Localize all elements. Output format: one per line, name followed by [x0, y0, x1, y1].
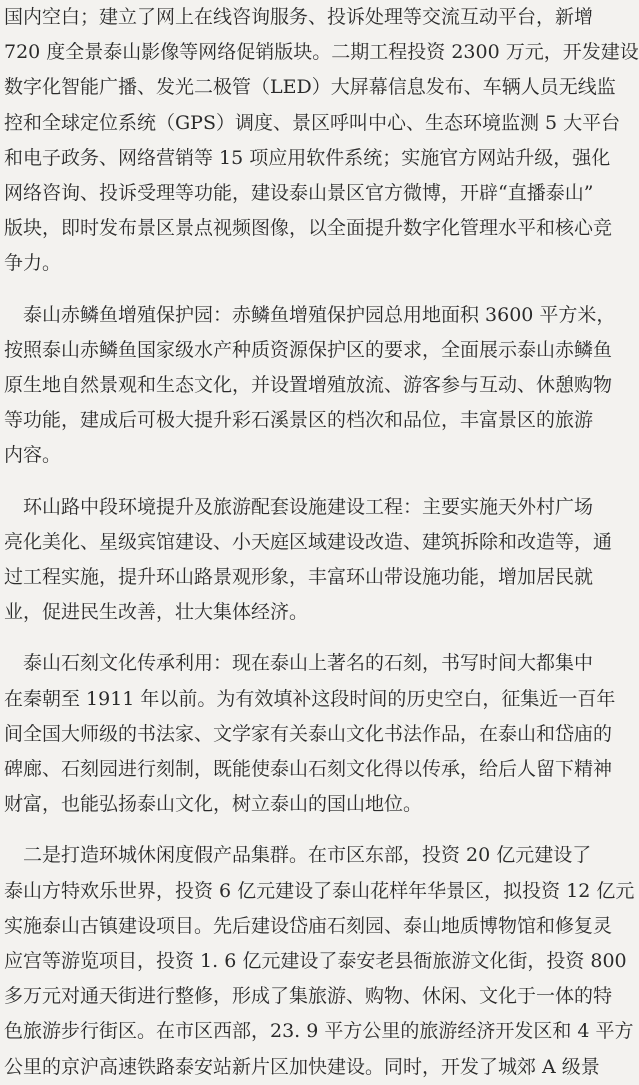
- text-line: 泰山石刻文化传承利用：现在泰山上著名的石刻，书写时间大都集中: [4, 652, 594, 675]
- text-line: 在秦朝至 1911 年以前。为有效填补这段时间的历史空白，征集近一百年: [4, 687, 616, 710]
- text-line: 实施泰山古镇建设项目。先后建设岱庙石刻园、泰山地质博物馆和修复灵: [4, 914, 613, 937]
- text-line: 亮化美化、星级宾馆建设、小天庭区域建设改造、建筑拆除和改造等，通: [4, 530, 613, 553]
- text-line: 过工程实施，提升环山路景观形象，丰富环山带设施功能，增加居民就: [4, 566, 594, 589]
- paragraph: [4, 646, 616, 822]
- text-line: 二是打造环城休闲度假产品集群。在市区东部，投资 20 亿元建设了: [4, 844, 592, 867]
- text-line: 等功能，建成后可极大提升彩石溪景区的档次和品位，丰富景区的旅游: [4, 409, 594, 432]
- text-line: 色旅游步行街区。在市区西部，23. 9 平方公里的旅游经济开发区和 4 平方: [4, 1020, 634, 1043]
- paragraph: [4, 0, 639, 282]
- text-line: 公里的京沪高速铁路泰安站新片区加快建设。同时，开发了城郊 A 级景: [4, 1055, 600, 1078]
- text-line: 数字化智能广播、发光二极管（LED）大屏幕信息发布、车辆人员无线监: [4, 76, 616, 99]
- text-line: 多万元对通天街进行整修，形成了集旅游、购物、休闲、文化于一体的特: [4, 985, 613, 1008]
- text-line: 财富，也能弘扬泰山文化，树立泰山的国山地位。: [4, 793, 423, 816]
- text-line: 内容。: [4, 444, 62, 467]
- text-line: 争力。: [4, 252, 62, 275]
- paragraph: [4, 490, 613, 631]
- text-line: 版块，即时发布景区景点视频图像，以全面提升数字化管理水平和核心竞: [4, 217, 613, 240]
- text-line: 碑廊、石刻园进行刻制，既能使泰山石刻文化得以传承，给后人留下精神: [4, 758, 613, 781]
- text-line: 和电子政务、网络营销等 15 项应用软件系统；实施官方网站升级，强化: [4, 146, 611, 169]
- text-line: 泰山赤鳞鱼增殖保护园：赤鳞鱼增殖保护园总用地面积 3600 平方米，: [4, 303, 616, 326]
- text-line: 国内空白；建立了网上在线咨询服务、投诉处理等交流互动平台，新增: [4, 6, 594, 28]
- text-line: 控和全球定位系统（GPS）调度、景区呼叫中心、生态环境监测 5 大平台: [4, 111, 621, 134]
- paragraph: [4, 298, 616, 474]
- text-line: 应宫等游览项目，投资 1. 6 亿元建设了泰安老县衙旅游文化街，投资 800: [4, 950, 627, 973]
- paragraph: [4, 838, 635, 1084]
- text-line: 泰山方特欢乐世界，投资 6 亿元建设了泰山花样年华景区，拟投资 12 亿元: [4, 879, 635, 902]
- text-line: 业，促进民生改善，壮大集体经济。: [4, 601, 309, 624]
- text-line: 间全国大师级的书法家、文学家有关泰山文化书法作品，在泰山和岱庙的: [4, 722, 613, 745]
- text-line: 环山路中段环境提升及旅游配套设施建设工程：主要实施天外村广场: [4, 495, 594, 518]
- text-line: 720 度全景泰山影像等网络促销版块。二期工程投资 2300 万元，开发建设: [4, 41, 639, 64]
- text-line: 网络咨询、投诉受理等功能，建设泰山景区官方微博，开辟“直播泰山”: [4, 182, 594, 205]
- text-line: 按照泰山赤鳞鱼国家级水产种质资源保护区的要求，全面展示泰山赤鳞鱼: [4, 338, 613, 361]
- text-line: 原生地自然景观和生态文化，并设置增殖放流、游客参与互动、休憩购物: [4, 374, 613, 397]
